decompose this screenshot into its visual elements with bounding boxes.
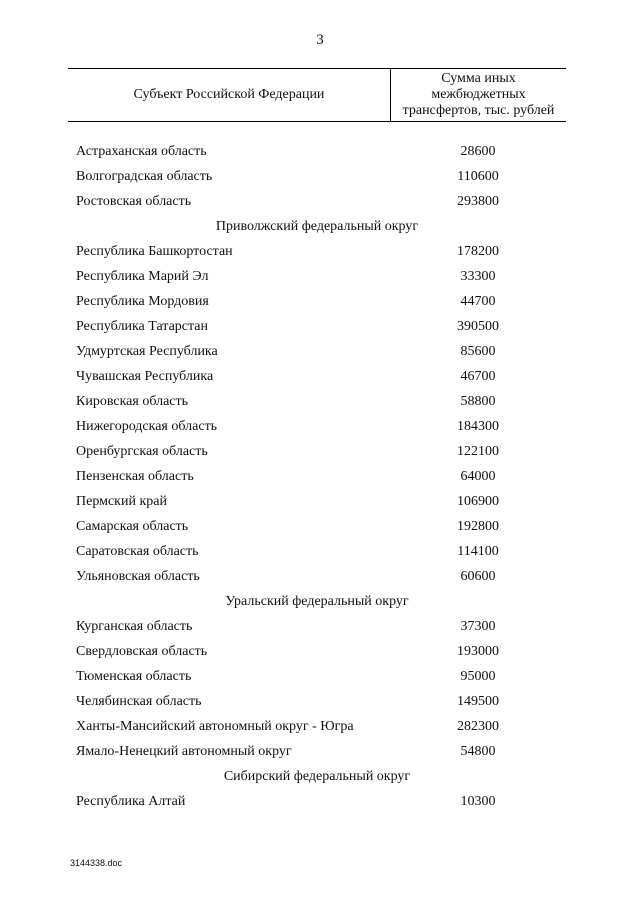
subject-name: Свердловская область — [76, 643, 208, 659]
subject-name: Ростовская область — [76, 193, 192, 209]
subject-name: Пензенская область — [76, 468, 194, 484]
subject-name: Астраханская область — [76, 143, 207, 159]
transfer-amount: 149500 — [457, 693, 499, 709]
table-row — [68, 389, 566, 414]
header-sum-line-3: трансфертов, тыс. рублей — [402, 103, 555, 118]
transfer-amount: 54800 — [460, 743, 496, 759]
subject-name: Ульяновская область — [76, 568, 200, 584]
transfer-amount: 95000 — [460, 668, 496, 684]
transfer-amount: 58800 — [460, 393, 496, 409]
subject-name: Ямало-Ненецкий автономный округ — [76, 743, 292, 759]
transfer-amount: 10300 — [460, 793, 496, 809]
table-row — [68, 364, 566, 389]
transfer-amount: 390500 — [457, 318, 499, 334]
table-row — [68, 439, 566, 464]
transfer-amount: 33300 — [460, 268, 496, 284]
district-name: Уральский федеральный округ — [225, 593, 409, 609]
table-row — [68, 639, 566, 664]
header-sum — [391, 69, 566, 121]
subject-name: Республика Марий Эл — [76, 268, 209, 284]
table-row — [68, 514, 566, 539]
transfer-amount: 122100 — [457, 443, 499, 459]
subject-name: Саратовская область — [76, 543, 199, 559]
subject-name: Республика Мордовия — [76, 293, 209, 309]
transfer-amount: 64000 — [460, 468, 496, 484]
table-row — [68, 339, 566, 364]
transfer-amount: 184300 — [457, 418, 499, 434]
table-row — [68, 239, 566, 264]
transfer-amount: 85600 — [460, 343, 496, 359]
district-name: Сибирский федеральный округ — [223, 768, 411, 784]
transfers-table — [68, 68, 566, 814]
transfer-amount: 106900 — [457, 493, 499, 509]
table-row — [68, 164, 566, 189]
page-number: 3 — [316, 32, 324, 48]
transfer-amount: 46700 — [460, 368, 496, 384]
subject-name: Кировская область — [76, 393, 189, 409]
district-heading — [68, 764, 566, 789]
table-body — [68, 139, 566, 814]
transfer-amount: 114100 — [457, 543, 499, 559]
table-row — [68, 489, 566, 514]
transfer-amount: 178200 — [457, 243, 499, 259]
district-name: Приволжский федеральный округ — [215, 218, 419, 234]
transfer-amount: 60600 — [460, 568, 496, 584]
subject-name: Нижегородская область — [76, 418, 218, 434]
table-row — [68, 739, 566, 764]
table-row — [68, 714, 566, 739]
district-heading — [68, 214, 566, 239]
transfer-amount: 193000 — [457, 643, 499, 659]
table-row — [68, 414, 566, 439]
header-subject: Субъект Российской Федерации — [68, 69, 391, 121]
transfer-amount: 110600 — [457, 168, 499, 184]
transfer-amount: 28600 — [460, 143, 496, 159]
table-row — [68, 264, 566, 289]
subject-name: Челябинская область — [76, 693, 202, 709]
transfer-amount: 44700 — [460, 293, 496, 309]
table-row — [68, 314, 566, 339]
document-filename: 3144338.doc — [70, 858, 123, 868]
table-header — [68, 68, 566, 122]
subject-name: Курганская область — [76, 618, 193, 634]
subject-name: Волгоградская область — [76, 168, 213, 184]
table-row — [68, 289, 566, 314]
subject-name: Чувашская Республика — [76, 368, 214, 384]
header-sum-line-2: межбюджетных — [431, 87, 526, 102]
subject-name: Республика Башкортостан — [76, 243, 233, 259]
table-row — [68, 689, 566, 714]
table-row — [68, 464, 566, 489]
subject-name: Республика Алтай — [76, 793, 186, 809]
transfer-amount: 192800 — [457, 518, 499, 534]
table-row — [68, 789, 566, 814]
subject-name: Самарская область — [76, 518, 189, 534]
table-row — [68, 564, 566, 589]
subject-name: Пермский край — [76, 493, 167, 509]
subject-name: Удмуртская Республика — [76, 343, 218, 359]
table-row — [68, 664, 566, 689]
subject-name: Ханты-Мансийский автономный округ - Югра — [76, 718, 354, 734]
transfer-amount: 37300 — [460, 618, 496, 634]
table-row — [68, 539, 566, 564]
table-row — [68, 139, 566, 164]
subject-name: Оренбургская область — [76, 443, 208, 459]
subject-name: Республика Татарстан — [76, 318, 209, 334]
table-row — [68, 189, 566, 214]
district-heading — [68, 589, 566, 614]
table-row — [68, 614, 566, 639]
transfer-amount: 282300 — [457, 718, 499, 734]
header-sum-line-1: Сумма иных — [441, 71, 516, 86]
transfer-amount: 293800 — [457, 193, 499, 209]
subject-name: Тюменская область — [76, 668, 192, 684]
